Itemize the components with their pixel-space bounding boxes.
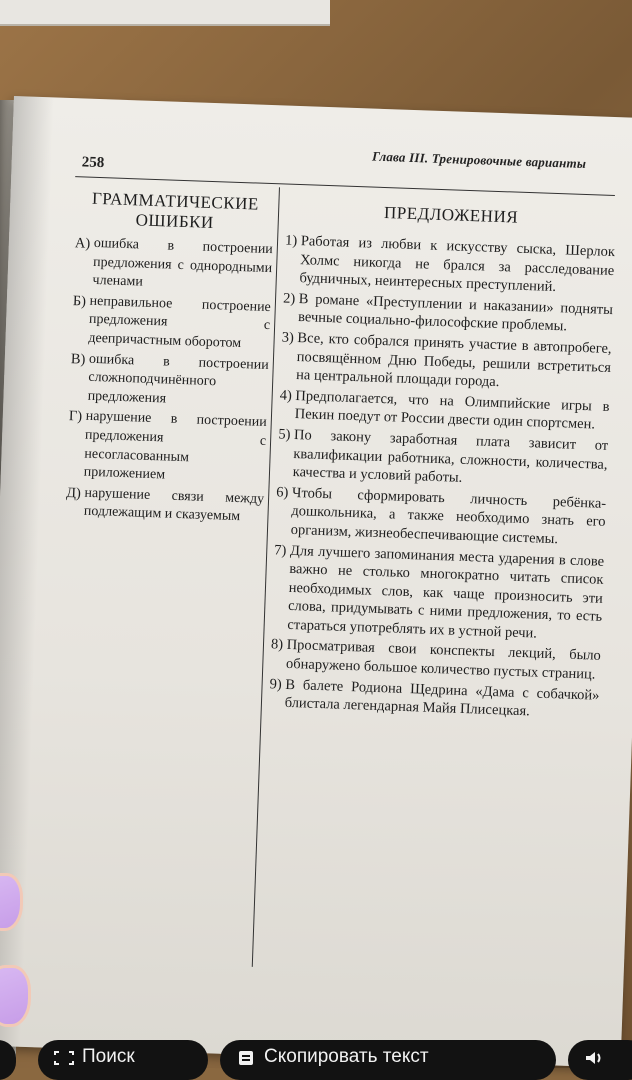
sentences-column xyxy=(269,196,617,726)
tool-button-left[interactable] xyxy=(0,1040,16,1080)
sentences-item-text: Работая из любви к искусству сыска, Шерлок Холмс никогда не брался за расследование будничных, неинтересных преступлений. xyxy=(299,233,616,296)
errors-item-marker: Д) xyxy=(65,484,85,502)
sentences-item-text: По закону заработная плата зависит от квалификации работника, сложности, количества, качества и условий работы. xyxy=(292,426,609,486)
sentences-item-marker: 4) xyxy=(279,387,296,404)
sentences-item-marker: 1) xyxy=(284,232,302,250)
errors-title-line2: ОШИБКИ xyxy=(135,210,215,233)
bottom-toolbar xyxy=(0,1040,632,1068)
copy-text-label: Скопировать текст xyxy=(264,1046,429,1067)
errors-item-text: ошибка в построении сложноподчинённого предложения xyxy=(87,351,270,407)
errors-item-marker: А) xyxy=(74,235,95,252)
sentences-list xyxy=(269,232,616,724)
sentences-item xyxy=(275,483,607,550)
errors-item xyxy=(65,484,264,528)
errors-item-text: нарушение в построении предложения с несогласованным приложением xyxy=(83,409,268,483)
search-label: Поиск xyxy=(82,1046,135,1067)
sentences-item-text: В романе «Преступлении и наказании» подняты вечные социально-философские проблемы. xyxy=(297,290,614,335)
running-head: Глава III. Тренировочные варианты xyxy=(371,148,587,172)
sentences-item xyxy=(271,541,604,645)
listen-button[interactable] xyxy=(568,1040,632,1080)
errors-item xyxy=(73,234,273,297)
errors-item-marker: Г) xyxy=(68,408,86,426)
sentences-item-text: В балете Родиона Щедрина «Дама с собачкой» блистала легендарная Майя Плисецкая. xyxy=(284,676,600,720)
errors-item-marker: Б) xyxy=(72,292,90,310)
sentences-item-marker: 2) xyxy=(282,290,300,307)
page-number: 258 xyxy=(81,154,105,172)
errors-item-marker: В) xyxy=(70,350,90,368)
errors-item xyxy=(71,292,271,355)
errors-item-text: неправильное построение предложения с деепричастным оборотом xyxy=(88,293,272,352)
scan-icon xyxy=(54,1050,74,1066)
sentences-item-marker: 5) xyxy=(278,426,295,443)
errors-item xyxy=(67,407,267,488)
sentences-item-marker: 7) xyxy=(274,541,291,559)
errors-item-text: нарушение связи между подлежащим и сказуемым xyxy=(83,485,265,525)
errors-column xyxy=(65,188,275,530)
errors-item xyxy=(69,350,269,413)
errors-title-line1: ГРАММАТИЧЕСКИЕ xyxy=(91,188,260,214)
sentences-item-text: Предполагается, что на Олимпийские игры в Пекин поедут от России двести один спортсмен. xyxy=(294,387,610,433)
sentences-item-text: Все, кто собрался принять участие в автопробеге, посвящённом Дню Победы, решили встретиться на центральной площади города. xyxy=(295,330,612,391)
sentences-item xyxy=(283,232,615,299)
book-page xyxy=(0,96,632,1068)
errors-item-text: ошибка в построении предложения с однородными членами xyxy=(92,235,274,290)
errors-column-title xyxy=(75,188,274,235)
sentences-item xyxy=(277,425,609,492)
sentences-column-title: ПРЕДЛОЖЕНИЯ xyxy=(383,202,519,227)
sentences-item-text: Для лучшего запоминания места ударения в слове важно не столько многократно читать список необходимых слов, как чаще произносить эти слова, придумывать с ними предложения, то есть стараться употреблять их в устной речи. xyxy=(287,542,605,642)
search-button[interactable] xyxy=(38,1040,208,1080)
errors-list xyxy=(65,234,273,528)
sentences-item-text: Просматривая свои конспекты лекций, было обнаружено большое количество пустых страниц. xyxy=(285,637,602,683)
speaker-icon xyxy=(584,1050,604,1066)
paper-sheet xyxy=(0,0,330,26)
sentences-item-text: Чтобы сформировать личность ребёнка-дошкольника, а также необходимо знать его организм, жизнеобеспечивающие системы. xyxy=(290,484,607,548)
sentences-item-marker: 9) xyxy=(269,675,286,693)
sentences-item xyxy=(280,328,612,395)
sentences-item-marker: 8) xyxy=(270,636,287,654)
sentences-item-marker: 3) xyxy=(281,329,298,347)
copy-text-button[interactable] xyxy=(220,1040,556,1080)
document-icon xyxy=(236,1050,256,1066)
sentences-item-marker: 6) xyxy=(276,484,293,501)
